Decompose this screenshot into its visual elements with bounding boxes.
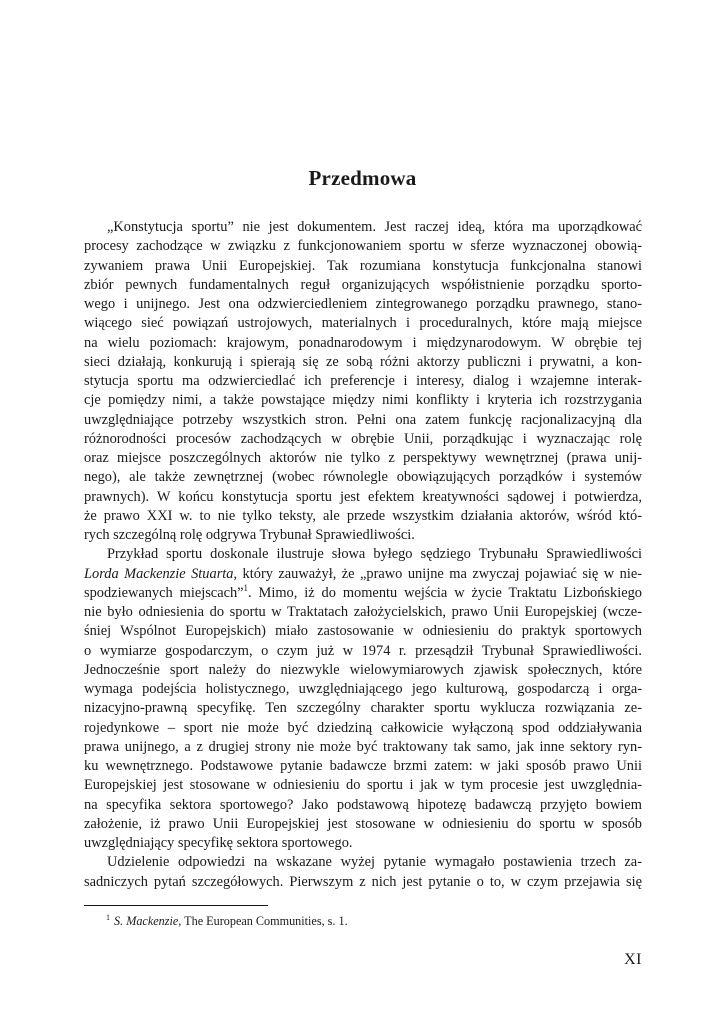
text-line: wego i unijnego. Jest ona odzwierciedleniem zintegrowanego porządku prawnego, stano- (84, 296, 642, 312)
footnote (106, 914, 348, 929)
footnote-reference[interactable]: 1 (243, 582, 249, 593)
text-line: prawnych). W końcu konstytucja sportu jest efektem kreatywności sądowej i potwierdza, (84, 488, 642, 505)
paragraph-1 (84, 218, 642, 545)
text-fragment: spodziewanych miejscach” (84, 584, 244, 601)
text-line: na specyfika sektora sportowego? Jako podstawową hipotezę badawczą przyjęto bowiem (84, 796, 642, 813)
text-line: założenie, iż prawo Unii Europejskiej jest stosowane w odniesieniu do sportu w sposób (84, 815, 642, 832)
paragraph-2 (84, 545, 642, 853)
text-line: rych szczególną rolę odgrywa Trybunał Sprawiedliwości. (84, 527, 415, 543)
text-line: zbiór pewnych fundamentalnych reguł organizujących współistnienie porządku sporto- (84, 276, 642, 293)
footnote-author: S. Mackenzie (114, 914, 179, 928)
text-line: że prawo XXI w. to nie tylko teksty, ale przede wszystkim działania aktorów, wśród któ- (84, 507, 642, 524)
text-fragment: , który zauważył, że „prawo unijne ma zwyczaj pojawiać się w nie- (233, 565, 642, 582)
text-line: śniej Wspólnot Europejskich) miało zastosowanie w odniesieniu do praktyk sportowych (84, 623, 642, 640)
text-line: nego), ale także zewnętrznej (wobec równolegle obowiązujących porządków i systemów (84, 469, 642, 486)
page-number: XI (624, 951, 642, 968)
text-line: nizacyjno-prawną specyfikę. Ten szczególny charakter sportu wyklucza rozwiązania ze- (84, 700, 642, 717)
text-fragment: . Mimo, iż do momentu wejścia w życie Traktatu Lizbońskiego (248, 584, 642, 601)
text-line: stytucja sportu ma odzwierciedlać ich preferencje i interesy, dialog i wzajemne interak- (84, 373, 642, 389)
text-line: „Konstytucja sportu” nie jest dokumentem. Jest raczej ideą, która ma uporządkować (107, 219, 642, 235)
text-line: Jednocześnie sport należy do niezwykle wielowymiarowych zjawisk społecznych, które (84, 661, 642, 678)
text-line: Europejskiej jest stosowane w odniesieniu do sportu i jak w tym procesie jest uwzględnia- (84, 777, 642, 794)
paragraph-3 (84, 853, 642, 892)
text-line: oraz miejsce poszczególnych aktorów nie tylko z perspektywy wewnętrznej (prawa unij- (84, 450, 642, 466)
text-line (84, 584, 642, 603)
text-line: rojedynkowe – sport nie może być dziedziną całkowicie wyłączoną spod oddziaływania (84, 719, 642, 736)
text-line: różnorodności procesów zachodzących w obrębie Unii, porządkując i wyznaczając rolę (84, 430, 642, 447)
text-line: cje pomiędzy nimi, a także powstające między nimi konflikty i kryteria ich rozstrzygania (84, 392, 642, 409)
text-line: zywaniem prawa Unii Europejskiej. Tak rozumiana konstytucja funkcjonalna stanowi (84, 257, 642, 274)
text-line: uwzględniający specyfikę sektora sportowego. (84, 835, 353, 851)
text-line (84, 565, 642, 584)
text-line: sadniczych pytań szczegółowych. Pierwszym z nich jest pytanie o to, w czym przejawia się (84, 873, 642, 890)
text-line: ku wewnętrznego. Podstawowe pytanie badawcze brzmi zatem: w jaki sposób prawo Unii (84, 758, 642, 774)
text-line: wiącego sieć powiązań ustrojowych, materialnych i proceduralnych, które mają miejsce (84, 315, 642, 332)
text-line: prawa unijnego, a z drugiej strony nie może być traktowany tak samo, jak inne sektory ryn- (84, 738, 642, 755)
body-text (84, 218, 642, 892)
footnote-text: , The European Communities, s. 1. (178, 914, 348, 928)
text-line: nie było odniesienia do sportu w Traktatach założycielskich, prawo Unii Europejskiej (wcze- (84, 604, 642, 620)
text-line: Przykład sportu doskonale ilustruje słowa byłego sędziego Trybunału Sprawiedliwości (107, 546, 642, 563)
text-line: o wymiarze gospodarczym, o czym już w 1974 r. przesądził Trybunał Sprawiedliwości. (84, 642, 642, 659)
footnote-number: 1 (106, 913, 110, 922)
text-line: procesy zachodzące w związku z funkcjonowaniem sportu w sferze wyznaczonej obowią- (84, 238, 642, 255)
text-line: na wielu poziomach: krajowym, ponadnarodowym i międzynarodowym. W obrębie tej (84, 334, 642, 351)
text-line: uwzględniające potrzeby wszystkich stron. Pełni ona zatem funkcję racjonalizacyjną dla (84, 411, 642, 428)
judge-name: Lorda Mackenzie Stuarta (84, 565, 234, 582)
text-line: sieci działają, konkurują i spierają się ze sobą różni aktorzy publiczni i prywatni, a kon- (84, 353, 642, 370)
footnote-divider (84, 905, 268, 906)
text-line: wymaga podejścia holistycznego, uwzględniającego jego kulturową, gospodarczą i orga- (84, 681, 642, 697)
text-line: Udzielenie odpowiedzi na wskazane wyżej pytanie wymagało postawienia trzech za- (107, 854, 642, 871)
page-title: Przedmowa (308, 166, 417, 190)
